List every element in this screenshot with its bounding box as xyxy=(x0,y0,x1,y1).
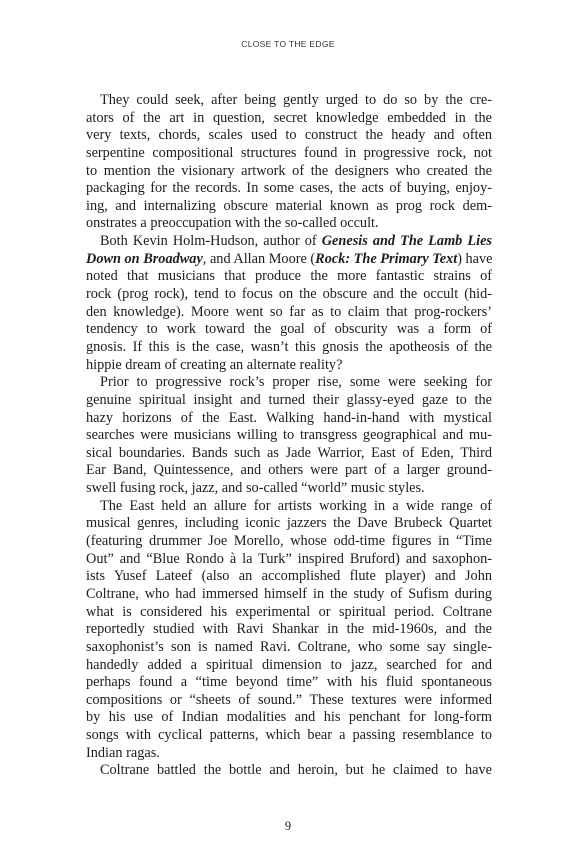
paragraph xyxy=(86,762,492,780)
text-line: (featuring drummer Joe Morello, whose odd-time figures in “Time xyxy=(86,533,492,550)
paragraph xyxy=(86,498,492,763)
text-line: gnosis. If this is the case, wasn’t this gnosis the apotheosis of the xyxy=(86,338,492,355)
text-line: Down on Broadway, and Allan Moore (Rock: The Primary Text) have xyxy=(86,250,493,267)
text-line: packaging for the records. In some cases, the acts of buying, enjoy- xyxy=(86,180,492,197)
text-line: Prior to progressive rock’s proper rise, some were seeking for xyxy=(100,374,492,391)
text-line: hippie dream of creating an alternate reality? xyxy=(86,356,343,373)
text-line: reportedly studied with Ravi Shankar in the mid-1960s, and the xyxy=(86,621,492,638)
text-line: what is considered his experimental or spiritual period. Coltrane xyxy=(86,603,492,620)
text-line: handedly added a spiritual dimension to jazz, searched for and xyxy=(86,656,492,673)
text-line: noted that musicians that produce the more fantastic strains of xyxy=(86,268,492,285)
text-line: saxophonist’s son is named Ravi. Coltrane, who some say single- xyxy=(86,638,492,655)
running-head: CLOSE TO THE EDGE xyxy=(241,39,335,49)
text-line: ists Yusef Lateef (also an accomplished flute player) and John xyxy=(86,568,492,585)
text-line: Indian ragas. xyxy=(86,744,160,761)
page-number: 9 xyxy=(284,819,292,833)
text-line: songs with cyclical patterns, which bear a passing resemblance to xyxy=(86,727,492,744)
text-line: serpentine compositional structures found in progressive rock, not xyxy=(86,144,492,161)
body-text xyxy=(86,92,492,780)
text-line: onstrates a preoccupation with the so-called occult. xyxy=(86,215,379,232)
paragraph xyxy=(86,374,492,497)
text-line: compositions or “sheets of sound.” These textures were informed xyxy=(86,691,492,708)
text-line: tendency to work toward the goal of obscurity was a form of xyxy=(86,321,492,338)
text-line: Ear Band, Quintessence, and others were part of a larger ground- xyxy=(86,462,492,479)
text-line: Coltrane, who had immersed himself in the study of Sufism during xyxy=(86,585,492,602)
paragraph xyxy=(86,92,492,233)
text-line: Out” and “Blue Rondo à la Turk” inspired Bruford) and saxophon- xyxy=(86,550,492,567)
text-line: searches were musicians willing to transgress geographical and mu- xyxy=(86,427,492,444)
text-line: rock (prog rock), tend to focus on the obscure and the occult (hid- xyxy=(86,286,492,303)
paragraph xyxy=(86,233,492,374)
text-line: The East held an allure for artists working in a wide range of xyxy=(100,497,492,514)
text-line: perhaps found a “time beyond time” with his fluid spontaneous xyxy=(86,674,492,691)
text-line: ators of the art in question, secret knowledge embedded in the xyxy=(86,109,492,126)
text-line: to mention the visionary artwork of the designers who created the xyxy=(86,162,492,179)
text-line: hazy horizons of the East. Walking hand-in-hand with mystical xyxy=(86,409,492,426)
text-line: Both Kevin Holm-Hudson, author of Genesis and The Lamb Lies xyxy=(100,233,492,250)
text-line: swell fusing rock, jazz, and so-called “world” music styles. xyxy=(86,480,425,497)
book-title: Genesis and The Lamb Lies xyxy=(321,233,492,250)
text-line: They could seek, after being gently urged to do so by the cre- xyxy=(100,92,492,108)
book-title: Rock: The Primary Text xyxy=(315,250,458,267)
text-line: Coltrane battled the bottle and heroin, but he claimed to have xyxy=(100,762,492,779)
text-line: musical genres, including iconic jazzers the Dave Brubeck Quartet xyxy=(86,515,492,532)
text-line: very texts, chords, scales used to construct the heady and often xyxy=(86,127,492,144)
text-line: by his use of Indian modalities and his penchant for long-form xyxy=(86,709,492,726)
book-title: Down on Broadway xyxy=(86,250,203,267)
text-line: sical boundaries. Bands such as Jade Warrior, East of Eden, Third xyxy=(86,444,492,461)
text-line: den knowledge). Moore went so far as to claim that prog-rockers’ xyxy=(86,303,492,320)
text-line: ing, and internalizing obscure material known as prog rock dem- xyxy=(86,197,492,214)
text-line: genuine spiritual insight and turned their glassy-eyed gaze to the xyxy=(86,391,492,408)
